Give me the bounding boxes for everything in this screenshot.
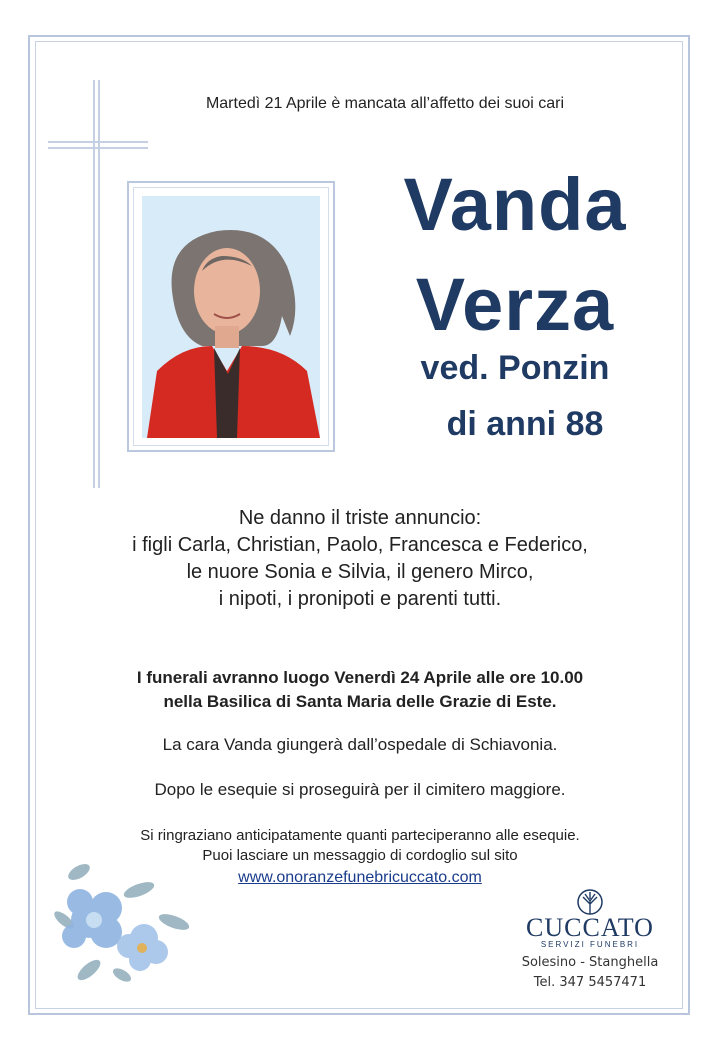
agency-subtitle: SERVIZI FUNEBRI xyxy=(540,940,640,949)
deceased-first-name: Vanda xyxy=(403,163,627,246)
announcement-line: i figli Carla, Christian, Paolo, Francesca e Federico, xyxy=(132,534,588,556)
age-text: di anni 88 xyxy=(446,405,604,443)
announcement-block xyxy=(60,505,660,613)
burial-text: Dopo le esequie si proseguirà per il cimitero maggiore. xyxy=(154,780,566,799)
married-name: ved. Ponzin xyxy=(420,349,610,387)
flower-decoration-icon xyxy=(44,850,194,990)
funeral-line: nella Basilica di Santa Maria delle Grazie di Este. xyxy=(163,692,557,711)
funeral-line: I funerali avranno luogo Venerdì 24 Aprile alle ore 10.00 xyxy=(136,668,584,687)
agency-phone: Tel. 347 5457471 xyxy=(533,975,647,990)
announcement-line: i nipoti, i pronipoti e parenti tutti. xyxy=(218,588,502,610)
thanks-line: Si ringraziano anticipatamente quanti parteciperanno alle esequie. xyxy=(140,827,580,844)
announcement-line: le nuore Sonia e Silvia, il genero Mirco, xyxy=(186,561,534,583)
thanks-line: Puoi lasciare un messaggio di cordoglio sul sito xyxy=(202,847,518,864)
intro-text: Martedì 21 Aprile è mancata all’affetto dei suoi cari xyxy=(205,95,565,112)
announcement-line: Ne danno il triste annuncio: xyxy=(238,507,482,529)
agency-locations: Solesino - Stanghella xyxy=(521,955,659,970)
website-link[interactable]: www.onoranzefunebricuccato.com xyxy=(238,869,482,886)
arrival-text: La cara Vanda giungerà dall’ospedale di Schiavonia. xyxy=(162,735,558,754)
portrait-photo xyxy=(142,196,320,438)
funeral-details xyxy=(60,666,660,714)
deceased-last-name: Verza xyxy=(415,263,615,346)
agency-name: CUCCATO xyxy=(526,913,654,942)
